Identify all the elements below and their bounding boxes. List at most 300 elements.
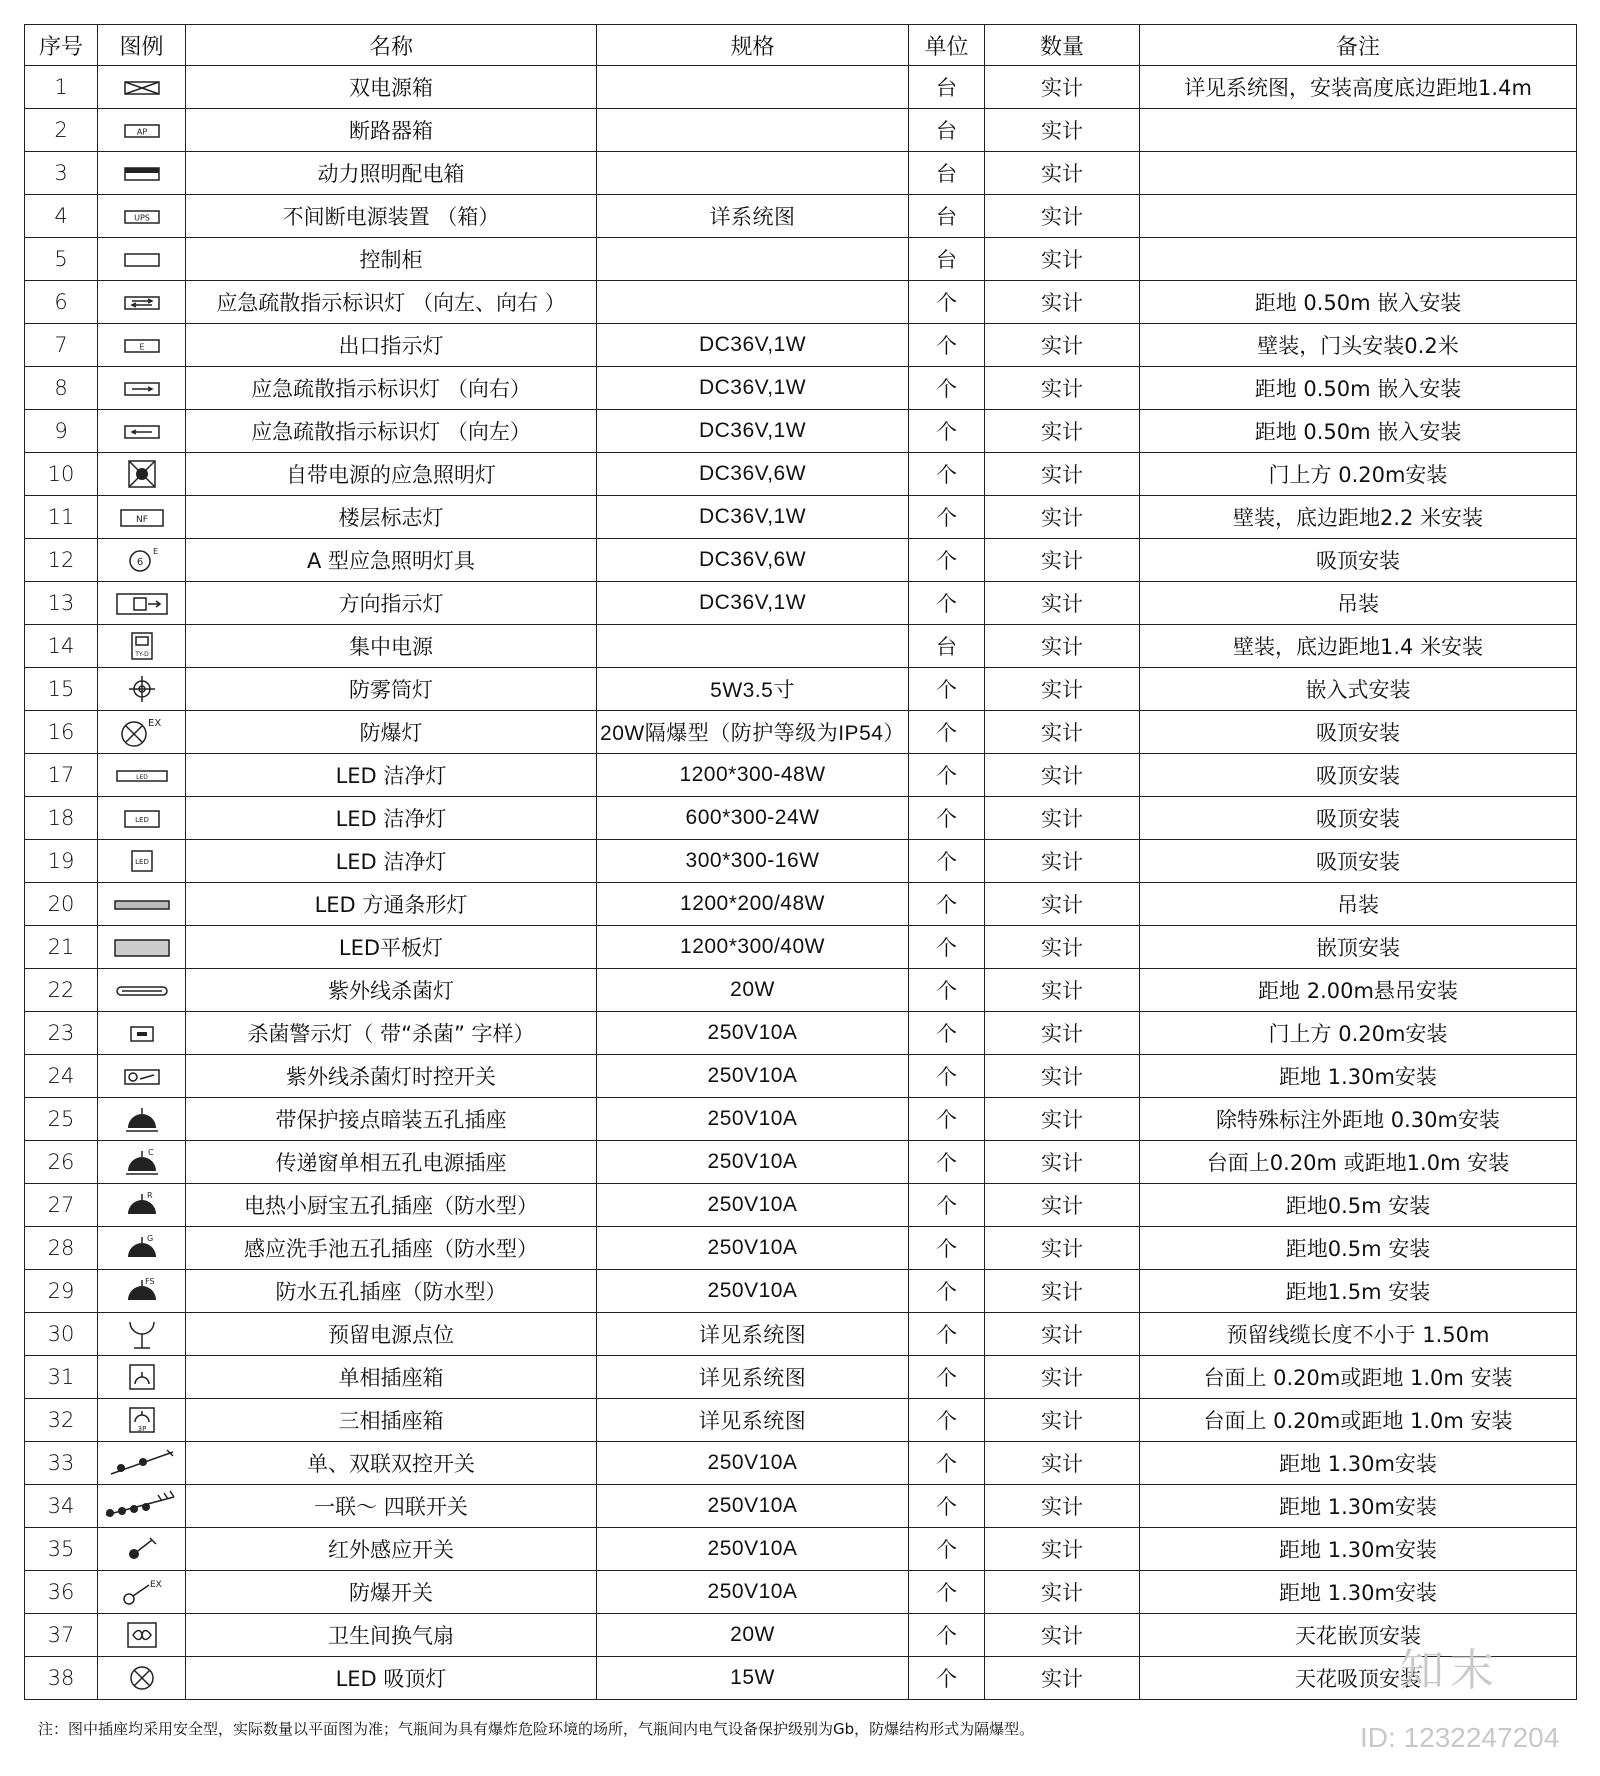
- row-spec: 250V10A: [597, 1141, 909, 1184]
- row-legend: [98, 1141, 186, 1184]
- row-qty: 实计: [985, 668, 1140, 711]
- row-legend: [98, 496, 186, 539]
- row-spec: [597, 238, 909, 281]
- svg-text:AP: AP: [136, 127, 147, 137]
- row-legend: [98, 754, 186, 797]
- row-unit: 个: [909, 1313, 985, 1356]
- row-spec: 详见系统图: [597, 1313, 909, 1356]
- row-legend: [98, 1098, 186, 1141]
- exhaust-fan-icon: [125, 1622, 159, 1646]
- svg-text:E: E: [152, 547, 158, 556]
- svg-text:EX: EX: [149, 1580, 162, 1590]
- row-seq: 29: [25, 1270, 98, 1313]
- table-row: [25, 883, 1577, 926]
- row-unit: 个: [909, 840, 985, 883]
- row-seq: 32: [25, 1399, 98, 1442]
- row-qty: 实计: [985, 969, 1140, 1012]
- row-note: 吸顶安装: [1140, 711, 1577, 754]
- table-row: [25, 625, 1577, 668]
- row-note: 吸顶安装: [1140, 754, 1577, 797]
- row-note: 距地 1.30m安装: [1140, 1442, 1577, 1485]
- row-spec: 250V10A: [597, 1571, 909, 1614]
- two-way-switch-icon: [107, 1450, 177, 1474]
- row-unit: 个: [909, 1399, 985, 1442]
- explosion-proof-switch-icon: [117, 1579, 167, 1603]
- row-name: 卫生间换气扇: [186, 1614, 597, 1657]
- row-unit: 个: [909, 1270, 985, 1313]
- row-unit: 个: [909, 1055, 985, 1098]
- row-note: 距地0.5m 安装: [1140, 1227, 1577, 1270]
- row-note: [1140, 109, 1577, 152]
- row-legend: [98, 1012, 186, 1055]
- row-note: 天花嵌顶安装: [1140, 1614, 1577, 1657]
- table-row: [25, 1442, 1577, 1485]
- row-qty: 实计: [985, 496, 1140, 539]
- watermark-logo: 知末: [1400, 1645, 1500, 1696]
- row-unit: 个: [909, 1012, 985, 1055]
- svg-text:TY-D: TY-D: [134, 651, 149, 658]
- row-spec: DC36V,6W: [597, 453, 909, 496]
- row-seq: 5: [25, 238, 98, 281]
- row-seq: 33: [25, 1442, 98, 1485]
- row-spec: 详见系统图: [597, 1399, 909, 1442]
- row-name: LED 吸顶灯: [186, 1657, 597, 1700]
- pass-window-socket-icon: [122, 1149, 162, 1173]
- row-qty: 实计: [985, 1571, 1140, 1614]
- row-seq: 20: [25, 883, 98, 926]
- row-note: 距地0.5m 安装: [1140, 1184, 1577, 1227]
- row-spec: 600*300-24W: [597, 797, 909, 840]
- explosion-proof-light-icon: [118, 719, 166, 743]
- row-name: 一联～ 四联开关: [186, 1485, 597, 1528]
- led-ceiling-light-icon: [127, 1665, 157, 1689]
- row-seq: 28: [25, 1227, 98, 1270]
- row-spec: 20W: [597, 1614, 909, 1657]
- row-name: 楼层标志灯: [186, 496, 597, 539]
- row-note: 除特殊标注外距地 0.30m安装: [1140, 1098, 1577, 1141]
- row-name: 自带电源的应急照明灯: [186, 453, 597, 496]
- row-legend: [98, 324, 186, 367]
- header-note: 备注: [1140, 25, 1577, 66]
- table-row: [25, 797, 1577, 840]
- row-qty: 实计: [985, 840, 1140, 883]
- row-spec: 300*300-16W: [597, 840, 909, 883]
- row-note: 距地 0.50m 嵌入安装: [1140, 367, 1577, 410]
- row-spec: [597, 625, 909, 668]
- row-seq: 25: [25, 1098, 98, 1141]
- row-note: 台面上0.20m 或距地1.0m 安装: [1140, 1141, 1577, 1184]
- row-legend: [98, 367, 186, 410]
- svg-text:NF: NF: [135, 515, 148, 525]
- table-row: [25, 1098, 1577, 1141]
- row-name: 防雾筒灯: [186, 668, 597, 711]
- row-note: 嵌顶安装: [1140, 926, 1577, 969]
- row-unit: 个: [909, 1485, 985, 1528]
- row-unit: 个: [909, 1571, 985, 1614]
- row-seq: 38: [25, 1657, 98, 1700]
- row-name: 三相插座箱: [186, 1399, 597, 1442]
- table-row: [25, 1485, 1577, 1528]
- led-clean-light-large-icon: [114, 763, 170, 787]
- row-note: 天花吸顶安装: [1140, 1657, 1577, 1700]
- row-name: 红外感应开关: [186, 1528, 597, 1571]
- row-qty: 实计: [985, 109, 1140, 152]
- uv-timer-switch-icon: [122, 1064, 162, 1088]
- row-seq: 36: [25, 1571, 98, 1614]
- row-note: 吊装: [1140, 582, 1577, 625]
- row-legend: [98, 969, 186, 1012]
- row-unit: 个: [909, 797, 985, 840]
- breaker-box-ap-icon: [122, 118, 162, 142]
- power-lighting-box-icon: [122, 161, 162, 185]
- row-unit: 个: [909, 754, 985, 797]
- row-qty: 实计: [985, 453, 1140, 496]
- row-qty: 实计: [985, 1141, 1140, 1184]
- row-note: 台面上 0.20m或距地 1.0m 安装: [1140, 1356, 1577, 1399]
- row-legend: [98, 1356, 186, 1399]
- row-name: LED 洁净灯: [186, 797, 597, 840]
- row-name: 应急疏散指示标识灯 （向右）: [186, 367, 597, 410]
- row-seq: 27: [25, 1184, 98, 1227]
- table-row: [25, 582, 1577, 625]
- row-name: 应急疏散指示标识灯 （向左）: [186, 410, 597, 453]
- table-row: [25, 668, 1577, 711]
- table-row: [25, 1356, 1577, 1399]
- table-row: [25, 324, 1577, 367]
- row-note: 详见系统图，安装高度底边距地1.4m: [1140, 66, 1577, 109]
- row-unit: 台: [909, 66, 985, 109]
- row-name: LED 方通条形灯: [186, 883, 597, 926]
- central-power-supply-icon: [130, 633, 154, 657]
- row-unit: 个: [909, 711, 985, 754]
- row-seq: 34: [25, 1485, 98, 1528]
- table-row: [25, 496, 1577, 539]
- row-seq: 22: [25, 969, 98, 1012]
- header-qty: 数量: [985, 25, 1140, 66]
- table-row: [25, 1184, 1577, 1227]
- table-row: [25, 1528, 1577, 1571]
- row-legend: [98, 1614, 186, 1657]
- row-seq: 11: [25, 496, 98, 539]
- row-legend: [98, 281, 186, 324]
- table-row: [25, 1227, 1577, 1270]
- row-seq: 14: [25, 625, 98, 668]
- row-seq: 12: [25, 539, 98, 582]
- row-spec: DC36V,1W: [597, 496, 909, 539]
- five-hole-socket-icon: [122, 1106, 162, 1130]
- row-name: 集中电源: [186, 625, 597, 668]
- row-qty: 实计: [985, 410, 1140, 453]
- dual-power-box-icon: [122, 75, 162, 99]
- row-legend: [98, 1227, 186, 1270]
- svg-text:G: G: [146, 1234, 153, 1243]
- header-seq: 序号: [25, 25, 98, 66]
- table-row: [25, 1614, 1577, 1657]
- row-qty: 实计: [985, 1657, 1140, 1700]
- svg-text:E: E: [138, 342, 145, 352]
- row-qty: 实计: [985, 1485, 1140, 1528]
- uv-sterilizer-light-icon: [114, 978, 170, 1002]
- row-legend: [98, 238, 186, 281]
- row-legend: [98, 668, 186, 711]
- row-legend: [98, 711, 186, 754]
- row-unit: 个: [909, 1657, 985, 1700]
- row-spec: 250V10A: [597, 1055, 909, 1098]
- row-seq: 15: [25, 668, 98, 711]
- row-seq: 21: [25, 926, 98, 969]
- row-seq: 23: [25, 1012, 98, 1055]
- row-qty: 实计: [985, 1227, 1140, 1270]
- row-seq: 30: [25, 1313, 98, 1356]
- row-legend: [98, 1270, 186, 1313]
- row-name: 杀菌警示灯（ 带“杀菌” 字样）: [186, 1012, 597, 1055]
- row-qty: 实计: [985, 66, 1140, 109]
- ups-box-icon: [122, 204, 162, 228]
- row-qty: 实计: [985, 152, 1140, 195]
- row-spec: 250V10A: [597, 1098, 909, 1141]
- row-legend: [98, 1485, 186, 1528]
- row-legend: [98, 625, 186, 668]
- row-seq: 31: [25, 1356, 98, 1399]
- row-legend: [98, 1528, 186, 1571]
- row-unit: 个: [909, 1442, 985, 1485]
- row-spec: 250V10A: [597, 1442, 909, 1485]
- row-note: 吸顶安装: [1140, 797, 1577, 840]
- header-legend: 图例: [98, 25, 186, 66]
- row-qty: 实计: [985, 1399, 1140, 1442]
- row-unit: 个: [909, 539, 985, 582]
- svg-text:LED: LED: [134, 858, 149, 866]
- row-seq: 17: [25, 754, 98, 797]
- svg-text:EX: EX: [147, 718, 161, 729]
- row-spec: DC36V,1W: [597, 410, 909, 453]
- row-unit: 个: [909, 410, 985, 453]
- row-spec: 详系统图: [597, 195, 909, 238]
- sink-socket-icon: [122, 1235, 162, 1259]
- row-name: 紫外线杀菌灯: [186, 969, 597, 1012]
- led-clean-light-medium-icon: [122, 806, 162, 830]
- waterproof-socket-icon: [122, 1278, 162, 1302]
- row-spec: 250V10A: [597, 1227, 909, 1270]
- row-unit: 个: [909, 496, 985, 539]
- row-name: 防水五孔插座（防水型）: [186, 1270, 597, 1313]
- row-note: 距地 0.50m 嵌入安装: [1140, 281, 1577, 324]
- row-legend: [98, 1442, 186, 1485]
- row-qty: 实计: [985, 1614, 1140, 1657]
- row-name: 出口指示灯: [186, 324, 597, 367]
- row-name: 控制柜: [186, 238, 597, 281]
- row-unit: 个: [909, 668, 985, 711]
- table-row: [25, 195, 1577, 238]
- row-unit: 个: [909, 324, 985, 367]
- table-row: [25, 1055, 1577, 1098]
- row-name: 预留电源点位: [186, 1313, 597, 1356]
- row-spec: DC36V,1W: [597, 367, 909, 410]
- table-row: [25, 367, 1577, 410]
- row-qty: 实计: [985, 1012, 1140, 1055]
- row-qty: 实计: [985, 1356, 1140, 1399]
- row-note: 门上方 0.20m安装: [1140, 1012, 1577, 1055]
- table-row: [25, 840, 1577, 883]
- table-row: [25, 1657, 1577, 1700]
- svg-text:LED: LED: [134, 816, 149, 824]
- row-spec: 1200*300-48W: [597, 754, 909, 797]
- three-phase-socket-box-icon: [127, 1407, 157, 1431]
- single-phase-socket-box-icon: [127, 1364, 157, 1388]
- header-unit: 单位: [909, 25, 985, 66]
- row-seq: 18: [25, 797, 98, 840]
- row-seq: 4: [25, 195, 98, 238]
- row-legend: [98, 1657, 186, 1700]
- row-spec: 详见系统图: [597, 1356, 909, 1399]
- fog-proof-downlight-icon: [127, 676, 157, 700]
- sterilize-warning-light-icon: [127, 1021, 157, 1045]
- row-note: 嵌入式安装: [1140, 668, 1577, 711]
- svg-text:6: 6: [136, 557, 143, 568]
- row-unit: 个: [909, 1098, 985, 1141]
- row-name: 紫外线杀菌灯时控开关: [186, 1055, 597, 1098]
- row-spec: 250V10A: [597, 1012, 909, 1055]
- row-legend: [98, 797, 186, 840]
- row-name: 带保护接点暗装五孔插座: [186, 1098, 597, 1141]
- row-seq: 26: [25, 1141, 98, 1184]
- row-seq: 1: [25, 66, 98, 109]
- table-row: [25, 238, 1577, 281]
- row-name: 双电源箱: [186, 66, 597, 109]
- row-legend: [98, 926, 186, 969]
- row-note: 预留线缆长度不小于 1.50m: [1140, 1313, 1577, 1356]
- row-legend: [98, 195, 186, 238]
- row-note: 壁装，门头安装0.2米: [1140, 324, 1577, 367]
- row-spec: 20W隔爆型（防护等级为IP54）: [597, 711, 909, 754]
- row-name: LED平板灯: [186, 926, 597, 969]
- row-unit: 台: [909, 109, 985, 152]
- row-qty: 实计: [985, 625, 1140, 668]
- table-row: [25, 1141, 1577, 1184]
- row-qty: 实计: [985, 797, 1140, 840]
- row-seq: 7: [25, 324, 98, 367]
- multi-gang-switch-icon: [100, 1493, 184, 1517]
- evac-sign-both-icon: [122, 290, 162, 314]
- row-note: [1140, 238, 1577, 281]
- row-unit: 台: [909, 152, 985, 195]
- row-qty: 实计: [985, 367, 1140, 410]
- row-legend: [98, 539, 186, 582]
- row-name: 单相插座箱: [186, 1356, 597, 1399]
- row-name: 动力照明配电箱: [186, 152, 597, 195]
- svg-text:C: C: [147, 1148, 154, 1157]
- table-row: [25, 754, 1577, 797]
- row-unit: 个: [909, 367, 985, 410]
- svg-text:LED: LED: [135, 774, 148, 781]
- exit-sign-icon: [122, 333, 162, 357]
- table-row: [25, 711, 1577, 754]
- row-name: 断路器箱: [186, 109, 597, 152]
- row-qty: 实计: [985, 1270, 1140, 1313]
- row-unit: 个: [909, 1227, 985, 1270]
- row-seq: 9: [25, 410, 98, 453]
- row-unit: 个: [909, 281, 985, 324]
- row-unit: 个: [909, 1528, 985, 1571]
- row-note: 壁装，底边距地1.4 米安装: [1140, 625, 1577, 668]
- row-legend: [98, 410, 186, 453]
- table-row: [25, 281, 1577, 324]
- svg-text:UPS: UPS: [133, 213, 150, 223]
- row-seq: 8: [25, 367, 98, 410]
- table-row: [25, 109, 1577, 152]
- row-spec: 20W: [597, 969, 909, 1012]
- row-qty: 实计: [985, 1528, 1140, 1571]
- row-name: 电热小厨宝五孔插座（防水型）: [186, 1184, 597, 1227]
- row-legend: [98, 1571, 186, 1614]
- row-unit: 个: [909, 582, 985, 625]
- type-a-emergency-light-icon: [127, 547, 157, 571]
- row-unit: 个: [909, 1614, 985, 1657]
- legend-table: [24, 24, 1577, 1700]
- row-unit: 个: [909, 1141, 985, 1184]
- svg-text:R: R: [146, 1191, 153, 1200]
- table-row: [25, 926, 1577, 969]
- row-qty: 实计: [985, 1098, 1140, 1141]
- row-qty: 实计: [985, 883, 1140, 926]
- row-name: LED 洁净灯: [186, 754, 597, 797]
- row-seq: 16: [25, 711, 98, 754]
- row-spec: 250V10A: [597, 1184, 909, 1227]
- row-name: 感应洗手池五孔插座（防水型）: [186, 1227, 597, 1270]
- table-row: [25, 453, 1577, 496]
- row-legend: [98, 582, 186, 625]
- row-legend: [98, 840, 186, 883]
- row-legend: [98, 883, 186, 926]
- row-legend: [98, 1399, 186, 1442]
- row-spec: 250V10A: [597, 1270, 909, 1313]
- row-seq: 3: [25, 152, 98, 195]
- row-qty: 实计: [985, 195, 1140, 238]
- table-row: [25, 1270, 1577, 1313]
- row-spec: [597, 109, 909, 152]
- row-qty: 实计: [985, 539, 1140, 582]
- row-spec: [597, 152, 909, 195]
- row-note: 壁装，底边距地2.2 米安装: [1140, 496, 1577, 539]
- table-row: [25, 410, 1577, 453]
- row-note: 距地 2.00m悬吊安装: [1140, 969, 1577, 1012]
- row-name: 不间断电源装置 （箱）: [186, 195, 597, 238]
- header-row: [25, 25, 1577, 66]
- row-name: LED 洁净灯: [186, 840, 597, 883]
- row-unit: 台: [909, 625, 985, 668]
- floor-sign-light-icon: [118, 505, 166, 529]
- row-spec: DC36V,6W: [597, 539, 909, 582]
- row-legend: [98, 66, 186, 109]
- row-legend: [98, 1313, 186, 1356]
- row-name: 传递窗单相五孔电源插座: [186, 1141, 597, 1184]
- row-qty: 实计: [985, 754, 1140, 797]
- led-panel-light-icon: [112, 935, 172, 959]
- row-legend: [98, 152, 186, 195]
- row-unit: 个: [909, 1356, 985, 1399]
- led-strip-light-icon: [112, 892, 172, 916]
- row-name: 单、双联双控开关: [186, 1442, 597, 1485]
- row-spec: 1200*200/48W: [597, 883, 909, 926]
- row-qty: 实计: [985, 281, 1140, 324]
- row-seq: 13: [25, 582, 98, 625]
- row-spec: DC36V,1W: [597, 582, 909, 625]
- row-qty: 实计: [985, 1313, 1140, 1356]
- header-spec: 规格: [597, 25, 909, 66]
- row-unit: 个: [909, 969, 985, 1012]
- row-seq: 19: [25, 840, 98, 883]
- row-note: 距地 1.30m安装: [1140, 1055, 1577, 1098]
